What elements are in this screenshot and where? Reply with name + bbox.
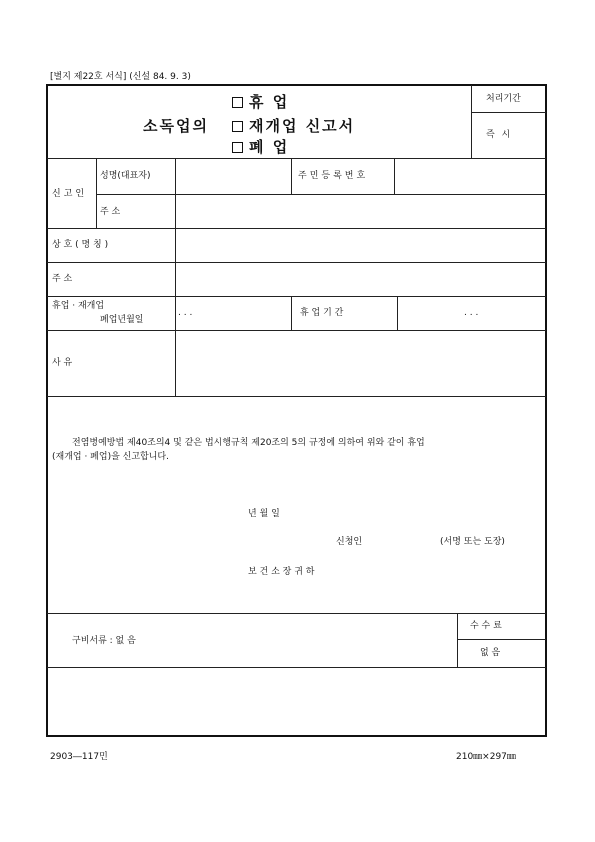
declaration-line1: 전염병예방법 제40조의4 및 같은 법시행규칙 제20조의 5의 규정에 의하여 위와 같이 휴업 — [72, 438, 425, 448]
period-label: 휴 업 기 간 — [300, 308, 344, 318]
required-documents: 구비서류 : 없 음 — [72, 636, 136, 646]
applicant-rrn-label: 주민등록번호 — [298, 171, 369, 181]
business-address-field[interactable] — [176, 263, 545, 295]
business-name-label: 상 호 ( 명 칭 ) — [52, 240, 109, 250]
date-label-line2: 폐업년월일 — [100, 315, 144, 325]
paper-size: 210㎜×297㎜ — [456, 752, 516, 762]
divider — [96, 158, 97, 228]
processing-period-value: 즉 시 — [486, 130, 513, 140]
title-option-suspend: 휴 업 — [232, 93, 289, 111]
applicant-signature-label: 신청인 — [336, 537, 363, 547]
signature-note: (서명 또는 도장) — [440, 537, 505, 547]
checkbox-icon[interactable] — [232, 121, 243, 132]
title-option-reopen: 재개업 신고서 — [232, 117, 355, 135]
form-reference: [별지 제22호 서식] (신설 84. 9. 3) — [50, 72, 191, 82]
form-number: 2903―117민 — [50, 752, 108, 762]
divider — [291, 296, 292, 330]
reason-field[interactable] — [176, 331, 545, 395]
business-name-field[interactable] — [176, 229, 545, 261]
business-address-label: 주 소 — [52, 274, 73, 284]
applicant-group-label: 신고인 — [52, 189, 88, 199]
fee-label: 수 수 료 — [470, 621, 502, 631]
divider — [471, 85, 472, 158]
divider — [397, 296, 398, 330]
applicant-address-field[interactable] — [176, 195, 545, 227]
divider — [47, 613, 546, 614]
date-label-line1: 휴업 · 재개업 — [52, 301, 105, 311]
recipient: 보 건 소 장 귀 하 — [248, 567, 315, 577]
applicant-name-label: 성명(대표자) — [100, 171, 151, 181]
applicant-rrn-field[interactable] — [395, 159, 545, 193]
divider — [471, 112, 546, 113]
title-option-close: 폐 업 — [232, 138, 289, 156]
period-value-field[interactable]: . . . — [464, 308, 479, 318]
fee-value: 없 음 — [480, 648, 501, 658]
date-value-field[interactable]: . . . — [178, 308, 193, 318]
processing-period-label: 처리기간 — [486, 94, 521, 104]
applicant-name-field[interactable] — [176, 159, 290, 193]
divider — [457, 639, 546, 640]
declaration-line2: (재개업 · 폐업)을 신고합니다. — [52, 452, 169, 462]
checkbox-icon[interactable] — [232, 97, 243, 108]
divider — [47, 396, 546, 397]
divider — [47, 667, 546, 668]
declaration-date[interactable]: 년 월 일 — [248, 509, 280, 519]
applicant-address-label: 주 소 — [100, 207, 121, 217]
divider — [457, 613, 458, 667]
divider — [291, 158, 292, 194]
title-prefix: 소독업의 — [143, 117, 209, 135]
reason-label: 사 유 — [52, 358, 73, 368]
checkbox-icon[interactable] — [232, 142, 243, 153]
divider — [47, 296, 546, 297]
